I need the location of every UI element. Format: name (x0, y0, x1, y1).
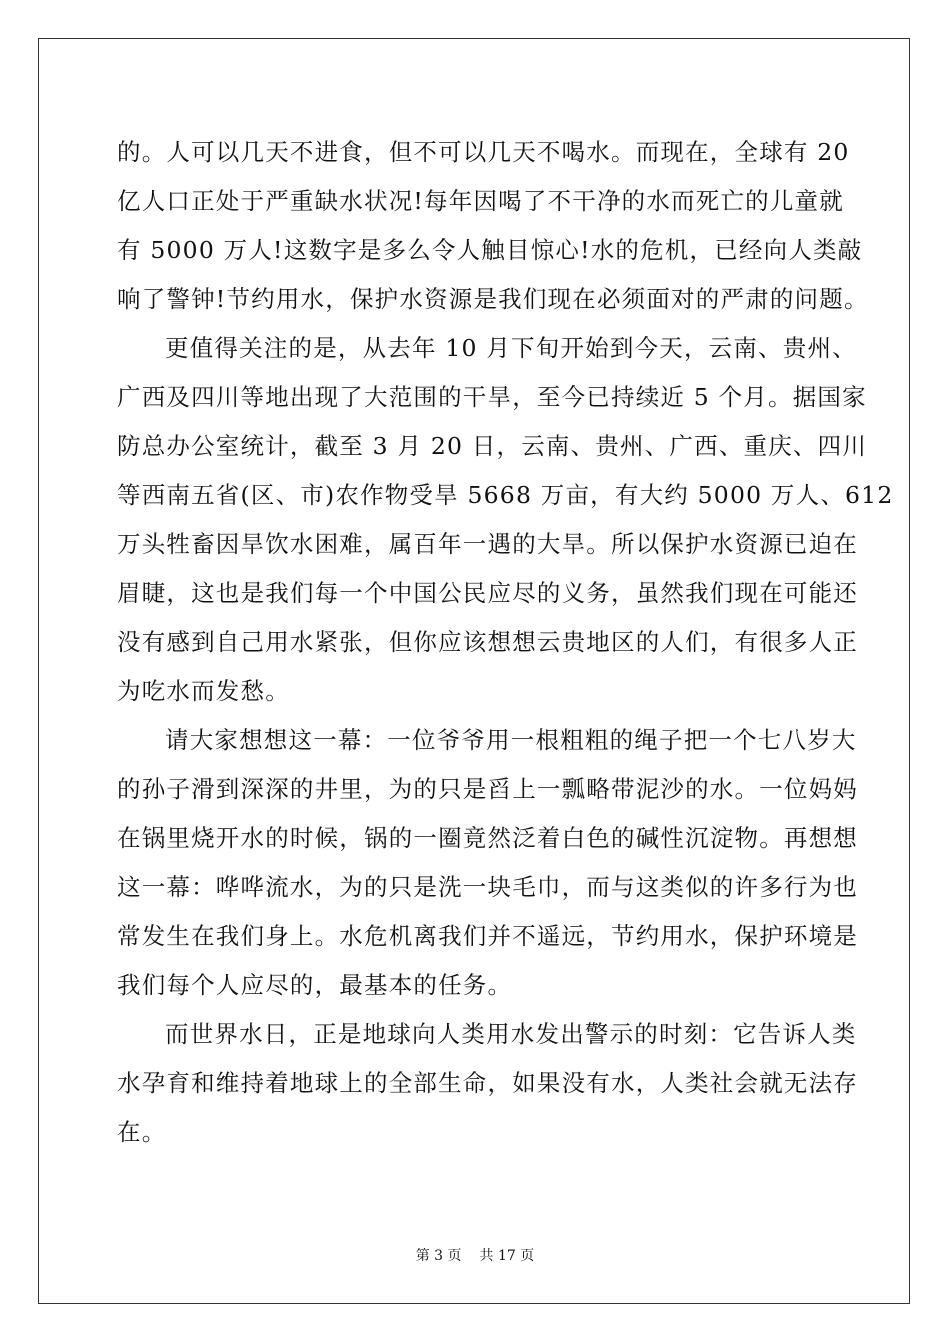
text-line: 在锅里烧开水的时候，锅的一圈竟然泛着白色的碱性沉淀物。再想想 (117, 824, 858, 852)
document-body (117, 128, 894, 1157)
text-line: 没有感到自己用水紧张，但你应该想想云贵地区的人们，有很多人正 (117, 628, 858, 656)
text-line: 为吃水而发愁。 (117, 677, 290, 705)
text-line: 等西南五省(区、市)农作物受旱 5668 万亩，有大约 5000 万人、612 (117, 481, 894, 509)
text-line: 的。人可以几天不进食，但不可以几天不喝水。而现在，全球有 20 (117, 138, 850, 166)
page-footer (0, 1246, 950, 1266)
text-line: 广西及四川等地出现了大范围的干旱，至今已持续近 5 个月。据国家 (117, 383, 867, 411)
text-line: 在。 (117, 1118, 167, 1146)
text-line: 万头牲畜因旱饮水困难，属百年一遇的大旱。所以保护水资源已迫在 (117, 530, 858, 558)
text-line: 防总办公室统计，截至 3 月 20 日，云南、贵州、广西、重庆、四川 (117, 432, 868, 460)
text-line: 响了警钟!节约用水，保护水资源是我们现在必须面对的严肃的问题。 (117, 285, 869, 313)
paragraph-start-line: 更值得关注的是，从去年 10 月下旬开始到今天，云南、贵州、 (165, 334, 857, 362)
text-line: 水孕育和维持着地球上的全部生命，如果没有水，人类社会就无法存 (117, 1069, 858, 1097)
text-line: 的孙子滑到深深的井里，为的只是舀上一瓢略带泥沙的水。一位妈妈 (117, 775, 858, 803)
text-line: 这一幕：哗哗流水，为的只是洗一块毛巾，而与这类似的许多行为也 (117, 873, 858, 901)
text-line: 常发生在我们身上。水危机离我们并不遥远，节约用水，保护环境是 (117, 922, 858, 950)
text-line: 眉睫，这也是我们每一个中国公民应尽的义务，虽然我们现在可能还 (117, 579, 858, 607)
text-line: 亿人口正处于严重缺水状况!每年因喝了不干净的水而死亡的儿童就 (117, 187, 844, 215)
paragraph-start-line: 而世界水日，正是地球向人类用水发出警示的时刻：它告诉人类 (165, 1020, 857, 1048)
text-line: 我们每个人应尽的，最基本的任务。 (117, 971, 513, 999)
page-number: 第 3 页 (415, 1248, 462, 1264)
paragraph-start-line: 请大家想想这一幕：一位爷爷用一根粗粗的绳子把一个七八岁大 (165, 726, 857, 754)
page-total: 共 17 页 (479, 1248, 535, 1264)
text-line: 有 5000 万人!这数字是多么令人触目惊心!水的危机，已经向人类敲 (117, 236, 863, 264)
